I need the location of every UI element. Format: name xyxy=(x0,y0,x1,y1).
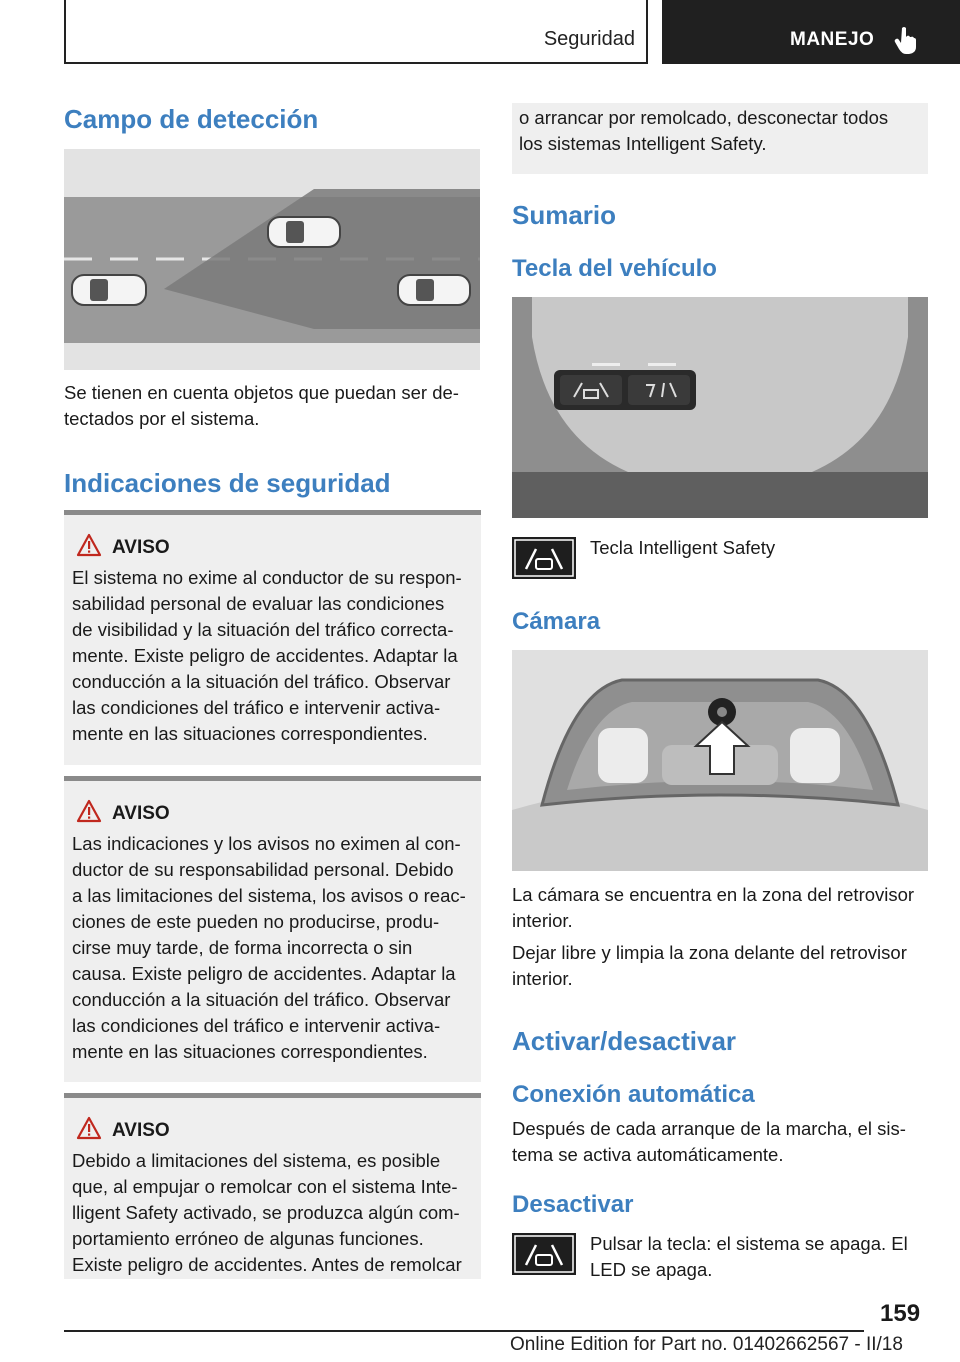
footer-edition: Online Edition for Part no. 01402662567 - II/18 xyxy=(510,1334,903,1355)
warning-box-1 xyxy=(64,510,481,765)
hand-pointer-icon xyxy=(894,26,918,54)
warning-text: El sistema no exime al conductor de su respon- sabilidad personal de evaluar las condiciones de visibilidad y la situación del tráfico correcta- mente. Existe peligro de accidentes. Adaptar la conducción a la situación del tráfico. Observar las condiciones del tráfico e intervenir activa- mente en las situaciones correspondientes. xyxy=(72,567,462,744)
warning-title: AVISO xyxy=(112,537,170,558)
header-chapter-tab[interactable] xyxy=(662,0,960,64)
warning-box-2 xyxy=(64,776,481,1082)
camera-location-photo xyxy=(512,650,928,871)
heading-camara: Cámara xyxy=(512,608,601,635)
vehicle-button-photo xyxy=(512,297,928,518)
warning-triangle-icon xyxy=(76,799,102,823)
heading-sumario: Sumario xyxy=(512,200,617,230)
tecla-label: Tecla Intelligent Safety xyxy=(590,537,776,558)
page-number: 159 xyxy=(880,1300,921,1327)
campo-caption: Se tienen en cuenta objetos que puedan ser de- tectados por el sistema. xyxy=(64,382,459,429)
warning-triangle-icon xyxy=(76,1116,102,1140)
warning-triangle-icon xyxy=(76,533,102,557)
intelligent-safety-button-icon xyxy=(512,537,576,579)
heading-campo-deteccion: Campo de detección xyxy=(64,104,319,134)
heading-activar-desactivar: Activar/desactivar xyxy=(512,1026,737,1056)
footer-rule xyxy=(64,1330,864,1332)
warning-box-3 xyxy=(64,1093,481,1279)
camara-paragraph-1: La cámara se encuentra en la zona del retrovisor interior. xyxy=(512,884,915,931)
intelligent-safety-button-icon xyxy=(512,1233,576,1275)
header-section-title: Seguridad xyxy=(543,28,635,50)
heading-indicaciones: Indicaciones de seguridad xyxy=(64,468,391,498)
desactivar-text: Pulsar la tecla: el sistema se apaga. El LED se apaga. xyxy=(590,1233,908,1280)
warning-title: AVISO xyxy=(112,1120,170,1141)
warning-text: Debido a limitaciones del sistema, es posible que, al empujar o remolcar con el sistema Inte- lligent Safety activado, se produzca algún com- portamiento erróneo de algunas funciones. Existe peligro de accidentes. Antes de remolcar xyxy=(72,1150,462,1275)
warning-title: AVISO xyxy=(112,803,170,824)
heading-tecla-vehiculo: Tecla del vehículo xyxy=(512,255,717,282)
chapter-label: MANEJO xyxy=(790,29,875,50)
heading-desactivar: Desactivar xyxy=(512,1191,634,1218)
conexion-text: Después de cada arranque de la marcha, el sis- tema se activa automáticamente. xyxy=(512,1118,906,1165)
warning-continuation-text: o arrancar por remolcado, desconectar todos los sistemas Intelligent Safety. xyxy=(519,107,889,154)
warning-continuation-box xyxy=(512,103,928,174)
heading-conexion-automatica: Conexión automática xyxy=(512,1081,755,1108)
camara-paragraph-2: Dejar libre y limpia la zona delante del retrovisor interior. xyxy=(512,942,907,989)
warning-text: Las indicaciones y los avisos no eximen al con- ductor de su responsabilidad personal. Debido a las limitaciones del sistema, los avisos o reac- ciones de este pueden no producirse, produ- cirse muy tarde, de forma incorrecta o sin causa. Existe peligro de accidentes. Adaptar la conducción a la situación del tráfico. Observar las condiciones del tráfico e intervenir activa- mente en las situaciones correspondientes. xyxy=(72,833,466,1062)
detection-field-illustration xyxy=(64,149,480,370)
